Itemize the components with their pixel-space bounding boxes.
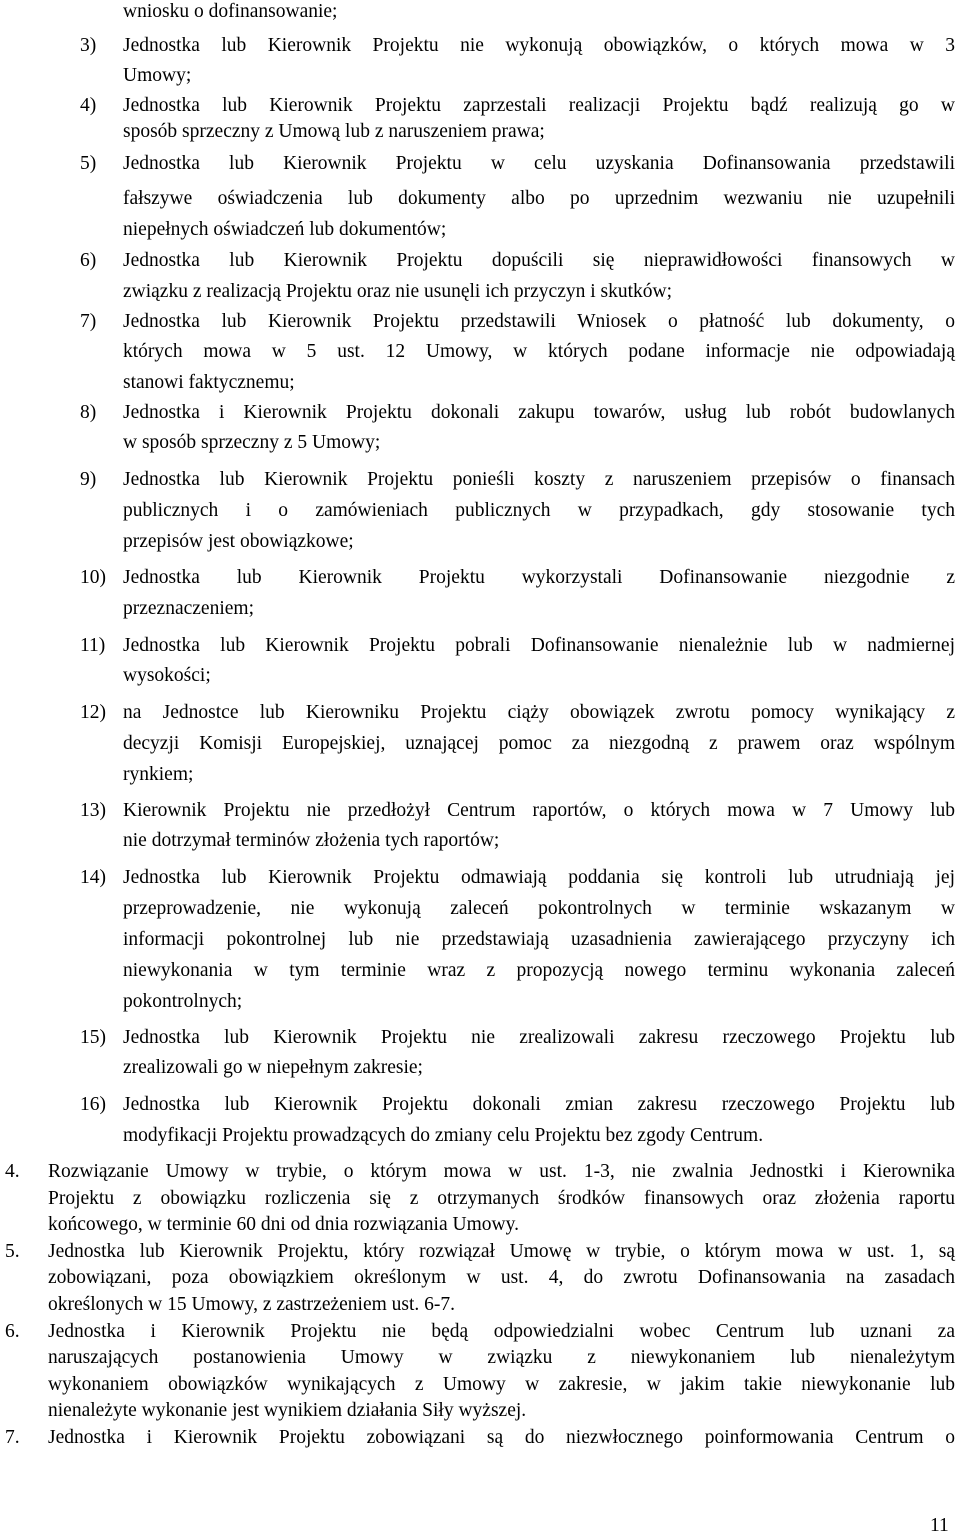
section-line: określonych w 15 Umowy, z zastrzeżeniem ust. 6-7. [48, 1294, 456, 1315]
list-item-line: przeprowadzenie, nie wykonują zaleceń pokontrolnych w terminie wskazanym w [123, 898, 955, 919]
list-item-number: 5) [80, 153, 97, 174]
section-number: 4. [5, 1161, 20, 1182]
list-item-number: 11) [80, 635, 106, 656]
list-item-number: 9) [80, 469, 97, 490]
list-item-line: Jednostka lub Kierownik Projektu dokonali zmian zakresu rzeczowego Projektu lub [123, 1094, 955, 1115]
list-item-line: pokontrolnych; [123, 991, 243, 1012]
list-item-line: Kierownik Projektu nie przedłożył Centrum raportów, o których mowa w 7 Umowy lub [123, 800, 955, 821]
list-item-line: Jednostka lub Kierownik Projektu nie zrealizowali zakresu rzeczowego Projektu lub [123, 1027, 955, 1048]
list-item-line: Umowy; [123, 65, 192, 86]
section-line: końcowego, w terminie 60 dni od dnia rozwiązania Umowy. [48, 1214, 519, 1235]
list-item-line: stanowi faktycznemu; [123, 372, 295, 393]
list-item-line: sposób sprzeczny z Umową lub z naruszeniem prawa; [123, 121, 545, 142]
list-item-line: przepisów jest obowiązkowe; [123, 531, 354, 552]
list-item-line: fałszywe oświadczenia lub dokumenty albo po uprzednim wezwaniu nie uzupełnili [123, 188, 955, 209]
list-item-number: 15) [80, 1027, 106, 1048]
section-line: Jednostka lub Kierownik Projektu, który rozwiązał Umowę w trybie, o którym mowa w ust. 1, są [48, 1241, 955, 1262]
list-item-line: decyzji Komisji Europejskiej, uznającej pomoc za niezgodną z prawem oraz wspólnym [123, 733, 955, 754]
section-line: zobowiązani, poza obowiązkiem określonym w ust. 4, do zwrotu Dofinansowania na zasadach [48, 1267, 955, 1288]
section-line: nienależyte wykonanie jest wynikiem działania Siły wyższej. [48, 1400, 527, 1421]
list-item-line: przeznaczeniem; [123, 598, 254, 619]
list-item-number: 6) [80, 250, 97, 271]
list-item-line: wysokości; [123, 665, 211, 686]
list-item-line: Jednostka i Kierownik Projektu dokonali zakupu towarów, usług lub robót budowlanych [123, 402, 955, 423]
list-item-line: informacji pokontrolnej lub nie przedstawiają uzasadnienia zawierającego przyczyny ich [123, 929, 955, 950]
list-item-line: zrealizowali go w niepełnym zakresie; [123, 1057, 423, 1078]
list-item-number: 10) [80, 567, 106, 588]
list-item-line: Jednostka lub Kierownik Projektu w celu uzyskania Dofinansowania przedstawili [123, 153, 955, 174]
list-item-line: Jednostka lub Kierownik Projektu nie wykonują obowiązków, o których mowa w 3 [123, 35, 955, 56]
list-item-line: nie dotrzymał terminów złożenia tych raportów; [123, 830, 500, 851]
list-item-number: 7) [80, 311, 97, 332]
list-item-line: w sposób sprzeczny z 5 Umowy; [123, 432, 381, 453]
section-line: naruszających postanowienia Umowy w związku z niewykonaniem lub nienależytym [48, 1347, 955, 1368]
page-number: 11 [930, 1515, 949, 1536]
section-line: Rozwiązanie Umowy w trybie, o którym mowa w ust. 1-3, nie zwalnia Jednostki i Kierownika [48, 1161, 955, 1182]
list-item-line: Jednostka lub Kierownik Projektu dopuścili się nieprawidłowości finansowych w [123, 250, 955, 271]
list-item-number: 4) [80, 95, 97, 116]
list-item-line: niepełnych oświadczeń lub dokumentów; [123, 219, 447, 240]
section-line: Jednostka i Kierownik Projektu nie będą odpowiedzialni wobec Centrum lub uznani za [48, 1321, 955, 1342]
list-item-line: których mowa w 5 ust. 12 Umowy, w których podane informacje nie odpowiadają [123, 341, 955, 362]
list-item-line: na Jednostce lub Kierowniku Projektu ciąży obowiązek zwrotu pomocy wynikający z [123, 702, 955, 723]
list-item-line: Jednostka lub Kierownik Projektu wykorzystali Dofinansowanie niezgodnie z [123, 567, 955, 588]
list-item-line: związku z realizacją Projektu oraz nie usunęli ich przyczyn i skutków; [123, 281, 673, 302]
section-line: Projektu z obowiązku rozliczenia się z otrzymanych środków finansowych oraz złożenia raportu [48, 1188, 955, 1209]
list-item-line: Jednostka lub Kierownik Projektu przedstawili Wniosek o płatność lub dokumenty, o [123, 311, 955, 332]
list-item-number: 3) [80, 35, 97, 56]
section-number: 7. [5, 1427, 20, 1448]
list-item-number: 16) [80, 1094, 106, 1115]
section-number: 5. [5, 1241, 20, 1262]
list-item-line: Jednostka lub Kierownik Projektu pobrali Dofinansowanie nienależnie lub w nadmiernej [123, 635, 955, 656]
intro-line: wniosku o dofinansowanie; [123, 1, 338, 22]
list-item-number: 13) [80, 800, 106, 821]
list-item-line: publicznych i o zamówieniach publicznych w przypadkach, gdy stosowanie tych [123, 500, 955, 521]
section-number: 6. [5, 1321, 20, 1342]
section-line: Jednostka i Kierownik Projektu zobowiązani są do niezwłocznego poinformowania Centrum o [48, 1427, 955, 1448]
section-line: wykonaniem obowiązków wynikających z Umowy w zakresie, w jakim takie niewykonanie lub [48, 1374, 955, 1395]
list-item-line: Jednostka lub Kierownik Projektu zaprzestali realizacji Projektu bądź realizują go w [123, 95, 955, 116]
list-item-line: modyfikacji Projektu prowadzących do zmiany celu Projektu bez zgody Centrum. [123, 1125, 764, 1146]
list-item-number: 12) [80, 702, 106, 723]
list-item-line: niewykonania w tym terminie wraz z propozycją nowego terminu wykonania zaleceń [123, 960, 955, 981]
list-item-line: Jednostka lub Kierownik Projektu ponieśli koszty z naruszeniem przepisów o finansach [123, 469, 955, 490]
list-item-line: Jednostka lub Kierownik Projektu odmawiają poddania się kontroli lub utrudniają jej [123, 867, 955, 888]
list-item-number: 8) [80, 402, 97, 423]
list-item-line: rynkiem; [123, 764, 194, 785]
list-item-number: 14) [80, 867, 106, 888]
